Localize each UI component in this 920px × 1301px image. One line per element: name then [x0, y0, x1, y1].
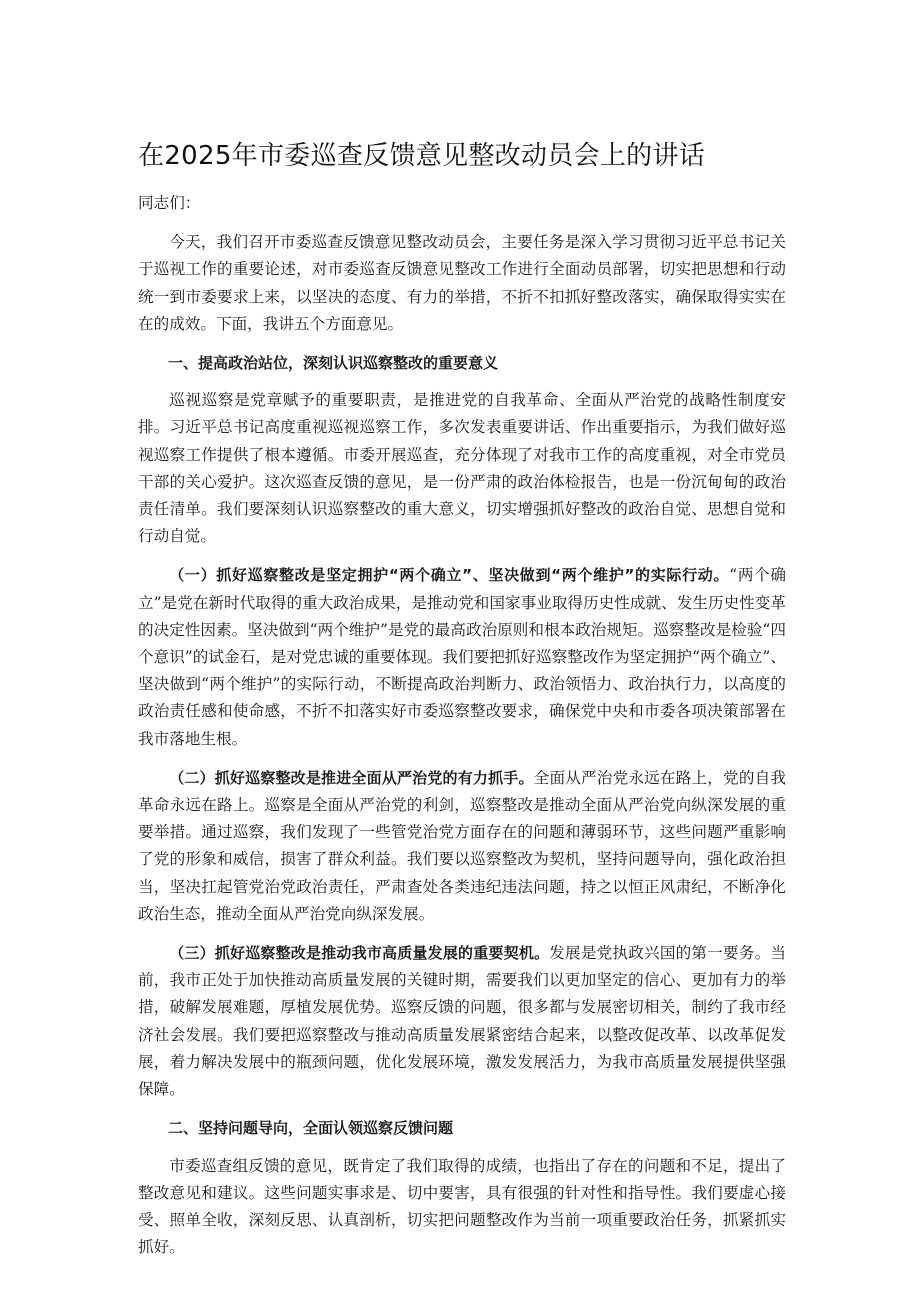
intro-paragraph: 今天，我们召开市委巡查反馈意见整改动员会，主要任务是深入学习贯彻习近平总书记关于巡视工作的重要论述，对市委巡查反馈意见整改工作进行全面动员部署，切实把思想和行动统一到市委要求上来，以坚决的态度、有力的举措，不折不扣抓好整改落实，确保取得实实在在的成效。下面，我讲五个方面意见。 [138, 233, 786, 333]
salutation: 同志们： [138, 194, 201, 212]
section-2-paragraph: 市委巡查组反馈的意见，既肯定了我们取得的成绩，也指出了存在的问题和不足，提出了整改意见和建议。这些问题实事求是、切中要害，具有很强的针对性和指导性。我们要虚心接受、照单全收，深刻反思、认真剖析，切实把问题整改作为当前一项重要政治任务，抓紧抓实抓好。 [138, 1156, 786, 1257]
subsection-1-text: “两个确立”是党在新时代取得的重大政治成果，是推动党和国家事业取得历史性成就、发生历史性变革的决定性因素。坚决做到“两个维护”是党的最高政治原则和根本政治规矩。巡察整改是检验“四个意识”的试金石，是对党忠诚的重要体现。我们要把抓好巡察整改作为坚定拥护“两个确立”、坚决做到“两个维护”的实际行动，不断提高政治判断力、政治领悟力、政治执行力，以高度的政治责任感和使命感，不折不扣落实好市委巡察整改要求，确保党中央和市委各项决策部署在我市落地生根。 [138, 566, 786, 748]
section-1-paragraph: 巡视巡察是党章赋予的重要职责，是推进党的自我革命、全面从严治党的战略性制度安排。习近平总书记高度重视巡视巡察工作，多次发表重要讲话、作出重要指示，为我们做好巡视巡察工作提供了根本遵循。市委开展巡查，充分体现了对我市工作的高度重视，对全市党员干部的关心爱护。这次巡查反馈的意见，是一份严肃的政治体检报告，也是一份沉甸甸的政治责任清单。我们要深刻认识巡察整改的重大意义，切实增强抓好整改的政治自觉、思想自觉和行动自觉。 [138, 391, 786, 546]
subsection-2-paragraph [138, 765, 786, 928]
subsection-1-lead: （一）抓好巡察整改是坚定拥护“两个确立”、坚决做到“两个维护”的实际行动。 [169, 566, 730, 585]
subsection-3-paragraph [138, 940, 786, 1103]
subsection-2-lead: （二）抓好巡察整改是推进全面从严治党的有力抓手。 [169, 768, 534, 787]
document-title: 在2025年市委巡查反馈意见整改动员会上的讲话 [138, 141, 706, 171]
subsection-3-text: 发展是党执政兴国的第一要务。当前，我市正处于加快推动高质量发展的关键时期，需要我们以更加坚定的信心、更加有力的举措，破解发展难题，厚植发展优势。巡察反馈的问题，很多都与发展密切相关，制约了我市经济社会发展。我们要把巡察整改与推动高质量发展紧密结合起来，以整改促改革、以改革促发展，着力解决发展中的瓶颈问题，优化发展环境，激发发展活力，为我市高质量发展提供坚强保障。 [138, 944, 786, 1099]
document-body [138, 190, 786, 1261]
section-2-heading: 二、坚持问题导向，全面认领巡察反馈问题 [168, 1119, 454, 1138]
subsection-2-text: 全面从严治党永远在路上，党的自我革命永远在路上。巡察是全面从严治党的利剑，巡察整改是推动全面从严治党向纵深发展的重要举措。通过巡察，我们发现了一些管党治党方面存在的问题和薄弱环节，这些问题严重影响了党的形象和威信，损害了群众利益。我们要以巡察整改为契机，坚持问题导向，强化政治担当，坚决扛起管党治党政治责任，严肃查处各类违纪违法问题，持之以恒正风肃纪，不断净化政治生态，推动全面从严治党向纵深发展。 [138, 768, 786, 923]
subsection-1-paragraph [138, 562, 786, 752]
subsection-3-lead: （三）抓好巡察整改是推动我市高质量发展的重要契机。 [169, 944, 550, 963]
section-1-heading: 一、提高政治站位，深刻认识巡察整改的重要意义 [168, 354, 499, 373]
